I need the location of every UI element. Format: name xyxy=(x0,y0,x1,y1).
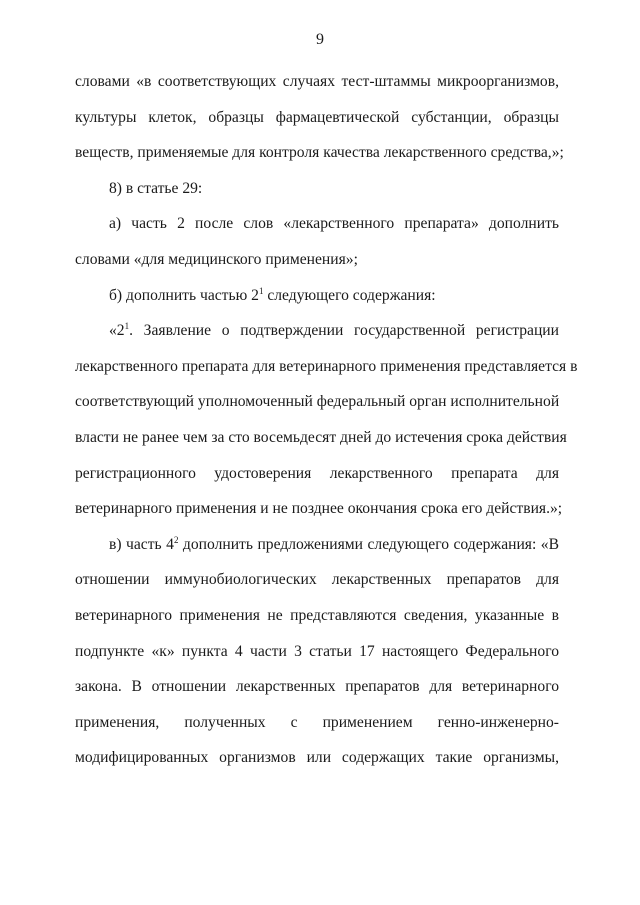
text-line: отношении иммунобиологических лекарственных препаратов для xyxy=(75,571,559,589)
superscript: 1 xyxy=(258,285,264,296)
text-line: подпункте «к» пункта 4 части 3 статьи 17 настоящего Федерального xyxy=(75,642,559,660)
text-line: регистрационного удостоверения лекарственного препарата для xyxy=(75,464,559,482)
text-line: закона. В отношении лекарственных препаратов для ветеринарного xyxy=(75,678,559,696)
text-segment: б) дополнить частью 2 xyxy=(109,286,259,304)
text-line: власти не ранее чем за сто восемьдесят дней до истечения срока действия xyxy=(75,428,567,446)
text-line: ветеринарного применения не представляются сведения, указанные в xyxy=(75,606,559,624)
text-line: модифицированных организмов или содержащих такие организмы, xyxy=(75,749,559,767)
document-body xyxy=(75,64,578,776)
text-line: культуры клеток, образцы фармацевтической субстанции, образцы xyxy=(75,108,559,126)
list-item-heading: 8) в статье 29: xyxy=(109,179,203,197)
text-segment: дополнить предложениями следующего содержания: «В xyxy=(178,535,559,553)
text-line: лекарственного препарата для ветеринарного применения представляется в xyxy=(75,357,578,375)
text-line: веществ, применяемые для контроля качества лекарственного средства,»; xyxy=(75,144,564,162)
text-line: словами «для медицинского применения»; xyxy=(75,250,358,268)
text-line: словами «в соответствующих случаях тест-штаммы микроорганизмов, xyxy=(75,73,559,90)
text-segment: «2 xyxy=(109,322,125,340)
text-line: а) часть 2 после слов «лекарственного препарата» дополнить xyxy=(109,215,559,233)
text-segment: в) часть 4 xyxy=(109,535,174,553)
text-line: соответствующий уполномоченный федеральный орган исполнительной xyxy=(75,393,560,411)
superscript: 1 xyxy=(124,320,130,331)
text-line xyxy=(75,527,559,563)
text-segment: . Заявление о подтверждении государственной регистрации xyxy=(129,322,559,340)
text-line: ветеринарного применения и не позднее окончания срока его действия.»; xyxy=(75,500,563,518)
text-line: применения, полученных с применением генно-инженерно- xyxy=(75,713,559,731)
text-line xyxy=(75,278,559,314)
text-segment: следующего содержания: xyxy=(263,286,436,304)
text-line xyxy=(75,313,559,349)
page-number: 9 xyxy=(316,31,324,48)
superscript: 2 xyxy=(173,534,179,545)
